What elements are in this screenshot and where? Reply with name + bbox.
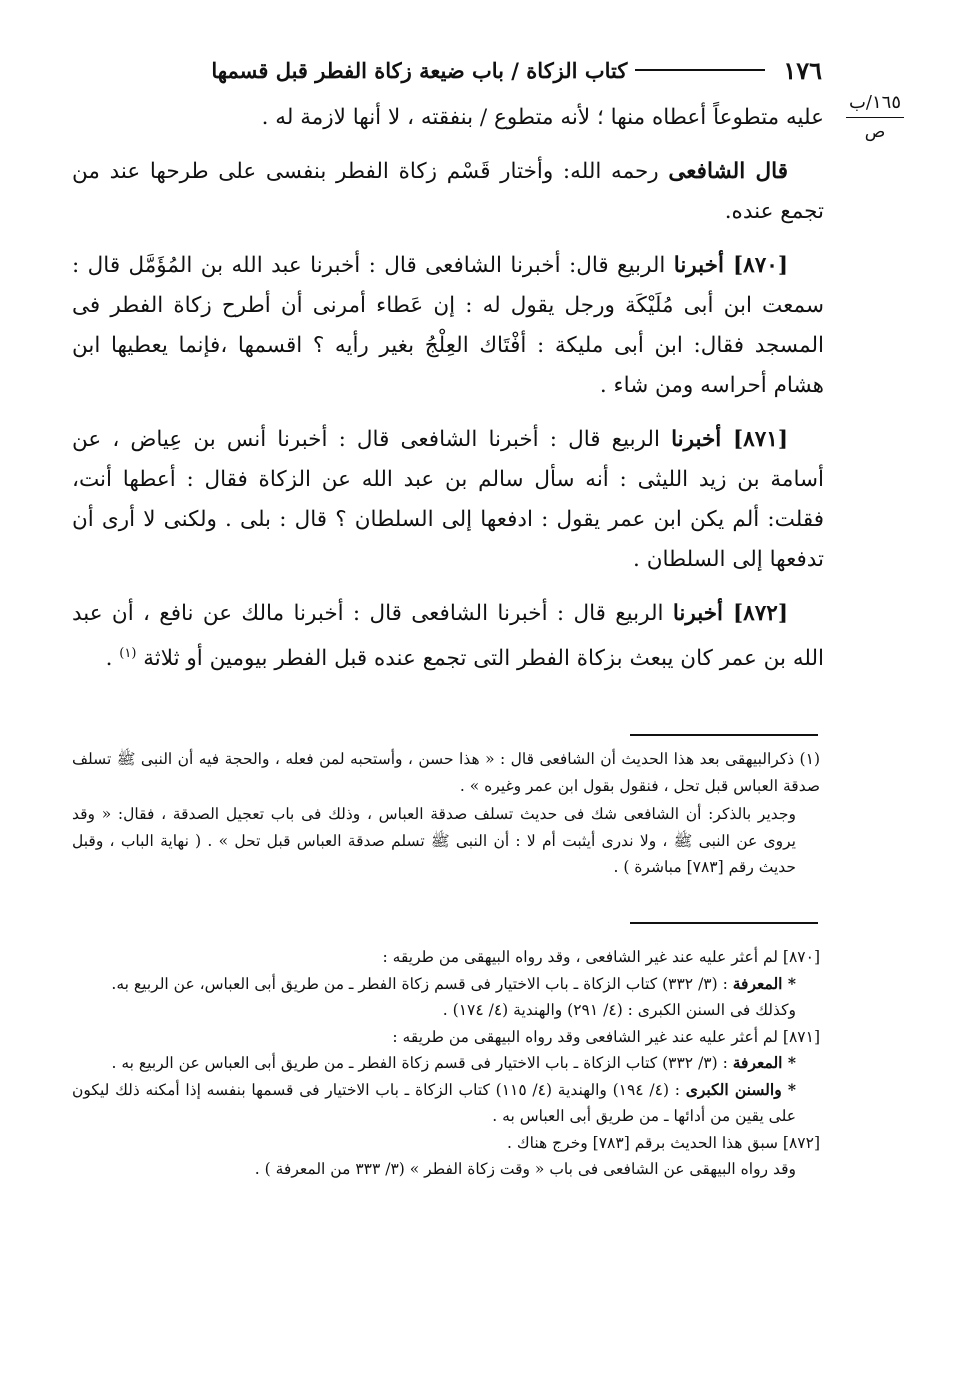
source-label: * والسنن الكبرى (685, 1079, 797, 1099)
hadith-text: الربيع قال : أخبرنا الشافعى قال : أخبرنا مالك عن نافع ، أن عبد الله بن عمر كان يبعث بزكاة الفطر التى تجمع عنده قبل الفطر بيومين أو ثلاثة (72, 601, 824, 672)
source-871-marifa (72, 1050, 820, 1077)
source-872-note: وقد رواه البيهقى عن الشافعى فى باب « وقت زكاة الفطر » (٣/ ٣٣٣ من المعرفة ) . (254, 1160, 796, 1178)
header-rule (635, 69, 765, 71)
source-870-sunan: وكذلك فى السنن الكبرى : (٤/ ٢٩١) والهندية (٤/ ١٧٤) . (442, 1001, 796, 1019)
footnote-separator (630, 734, 818, 736)
hadith-number: [٨٧٠] أخبرنا (673, 253, 788, 278)
page-header (70, 52, 822, 88)
paragraph-text: رحمه الله: وأختار قَسْم زكاة الفطر بنفسى على طرحها عند من تجمع عنده. (72, 159, 824, 224)
footnote-1-continued: وجدير بالذكر: أن الشافعى شك فى حديث تسلف صدقة العباس ، وذلك فى باب تعجيل الصدقة ، فقال: « وقد يروى عن النبى ﷺ ، ولا ندرى أيثبت أم لا : أن النبى ﷺ تسلم صدقة العباس قبل تحل » . ( نهاية الباب ، وقبل حديث رقم [٧٨٣] مباشرة ) . (72, 805, 796, 876)
page-number: ١٧٦ (783, 55, 822, 85)
source-870-marifa (72, 971, 820, 998)
hadith-870 (72, 246, 824, 406)
source-text: : (٣/ ٣٣٢) كتاب الزكاة ـ باب الاختيار فى قسم زكاة الفطر ـ من طريق أبى العباس، عن الربيع به. (111, 974, 733, 993)
running-title: كتاب الزكاة / باب ضيعة زكاة الفطر قبل قسمها (211, 57, 628, 83)
hadith-number: [٨٧١] أخبرنا (671, 427, 788, 452)
footnote-1: (١) ذكرالبيهقى بعد هذا الحديث أن الشافعى قال : « هذا حسن ، وأستحبه لمن فعله ، والحجة فيه أن النبى ﷺ تسلف صدقة العباس قبل تحل ، فنقول بقول ابن عمر وغيره » . (72, 750, 820, 795)
source-872-head: [٨٧٢] سبق هذا الحديث برقم [٧٨٣] وخرج هناك . (507, 1133, 820, 1152)
source-870-head: [٨٧٠] لم أعثر عليه عند غير الشافعى ، وقد رواه البيهقى من طريقه : (382, 948, 820, 966)
paragraph-text: عليه متطوعاً أعطاه منها ؛ لأنه متطوع / بنفقته ، لا أنها لازمة له . (261, 105, 824, 130)
hadith-text: الربيع قال: أخبرنا الشافعى قال : أخبرنا عبد الله بن المُؤَمَّل قال : سمعت ابن أبى مُلَيْكَة ورجل يقول له : إن عَطاء أمرنى أن أطرح زكاة الفطر فى المسجد فقال: ابن أبى مليكة : أفْتَاك العِلْجُ بغير رأيه ؟ اقسمها ،فإنما يعطيها ابن هشام أحراسه ومن شاء . (72, 253, 824, 398)
source-text: : (٤/ ١٩٤) والهندية (٤/ ١١٥) كتاب الزكاة ـ باب الاختيار فى قسمها بنفسه إذا أمكنه ذلك ليكون على يقين من أدائها ـ من طريق أبى العباس به . (72, 1080, 796, 1125)
source-text: : (٣/ ٣٣٢) كتاب الزكاة ـ باب الاختيار فى قسم زكاة الفطر ـ من طريق أبى العباس عن الربيع به . (111, 1054, 733, 1072)
hadith-number: [٨٧٢] أخبرنا (672, 601, 789, 626)
hadith-end: . (105, 646, 120, 672)
source-label: * المعرفة (732, 1053, 796, 1072)
source-871-sunan (72, 1077, 820, 1130)
footnotes (72, 746, 820, 883)
main-text (72, 98, 824, 693)
hadith-872 (72, 594, 824, 679)
hadith-text: الربيع قال : أخبرنا الشافعى قال : أخبرنا أنس بن عِياض ، عن أسامة بن زيد الليثى : أنه سأل سالم بن عبد الله عن الزكاة فقال : أعطها أنت، فقلت: ألم يكن ابن عمر يقول : ادفعها إلى السلطان ؟ قال : بلى . ولكنى لا أرى أن تدفعها إلى السلطان . (72, 427, 824, 572)
folio-rule (846, 117, 904, 118)
sources-separator (630, 922, 818, 924)
paragraph-shafii-statement (72, 152, 824, 232)
footnote-ref[interactable]: (١) (119, 646, 137, 661)
source-label: * المعرفة (732, 973, 796, 993)
folio-number: ١٦٥/ب (848, 92, 902, 113)
margin-folio-note (840, 92, 910, 142)
source-notes (72, 944, 820, 1183)
paragraph-lead: قال الشافعى (668, 159, 788, 184)
hadith-871 (72, 420, 824, 580)
manuscript-marker: ص (864, 122, 886, 142)
source-871-head: [٨٧١] لم أعثر عليه عند غير الشافعى وقد رواه البيهقى من طريقه : (392, 1027, 820, 1046)
paragraph-continuation (72, 98, 824, 138)
